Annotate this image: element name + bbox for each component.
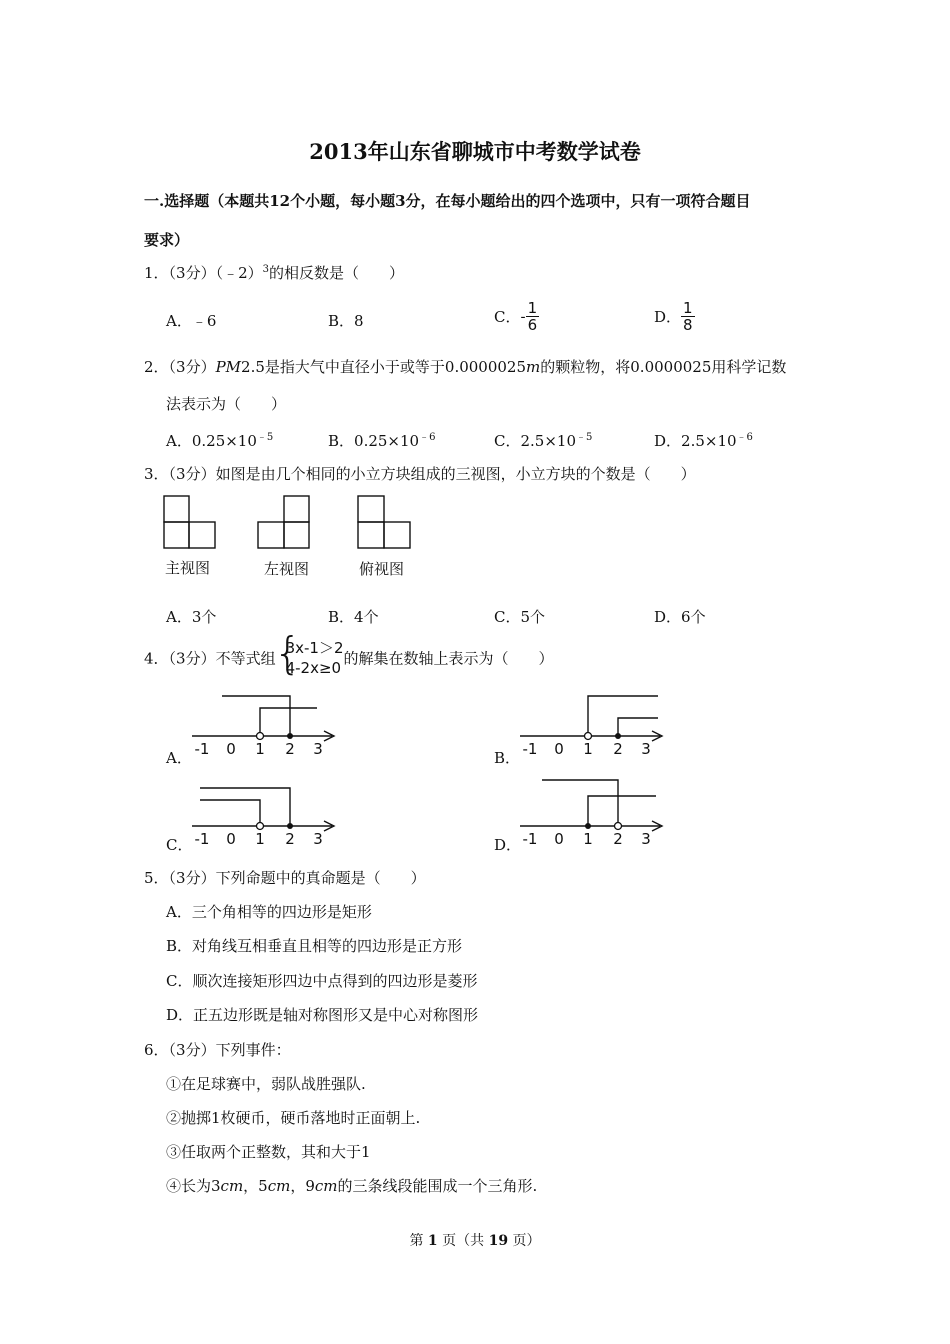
option-3c: C．5个 (494, 608, 546, 626)
question-stem-mid: 2.5是指大气中直径小于或等于0.0000025 (241, 358, 527, 376)
top-view-squares (358, 496, 410, 548)
option-text: C．2.5×10 (494, 432, 576, 450)
question-4 (144, 638, 554, 678)
option-3d: D．6个 (654, 608, 706, 626)
denominator: 6 (527, 316, 538, 334)
option-4d-label: D． (494, 836, 522, 854)
option-2c (494, 428, 592, 451)
page-title: 2013年山东省聊城市中考数学试卷 (309, 139, 641, 164)
tick-label-3: 3 (641, 830, 651, 846)
denominator: 8 (683, 316, 693, 334)
question-number: 4． (144, 649, 169, 668)
question-stem: （3分）不等式组 (168, 649, 276, 668)
option-4a-label: A． (166, 749, 192, 767)
front-view-squares (164, 496, 215, 548)
question-stem: （3分） (168, 358, 216, 376)
event-4 (166, 1175, 537, 1196)
question-number: 3． (144, 465, 169, 483)
minus-sign: - (520, 307, 526, 326)
question-1 (144, 262, 404, 283)
number-line-d (518, 772, 678, 846)
tick-label-3: 3 (313, 830, 323, 846)
question-2-cont: 法表示为（ ） (166, 395, 287, 413)
option-3b: B．4个 (328, 608, 379, 626)
tick-label-0: 0 (226, 740, 236, 758)
unit-cm: cm (267, 1177, 291, 1195)
option-text: A．0.25×10 (166, 432, 257, 450)
event-4-text: ④长为3 (166, 1177, 221, 1195)
inequality-2: 4-2x≥0 (285, 659, 342, 677)
event-2: ②抛掷1枚硬币，硬币落地时正面朝上. (166, 1109, 421, 1127)
tick-label-1: 1 (255, 740, 265, 758)
tick-label-3: 3 (313, 740, 323, 758)
question-6 (144, 1039, 291, 1060)
option-5a: A．三个角相等的四边形是矩形 (166, 903, 372, 921)
option-4b-label: B． (494, 749, 521, 767)
tick-label-1: 1 (583, 740, 593, 758)
inequality-system (276, 638, 344, 678)
option-5b: B．对角线互相垂直且相等的四边形是正方形 (166, 937, 463, 955)
exponent: ﹣5 (256, 432, 274, 443)
section-heading: 一.选择题（本题共12个小题，每小题3分，在每小题给出的四个选项中，只有一项符合题目 (144, 192, 751, 210)
event-4-text: 的三条线段能围成一个三角形. (337, 1177, 538, 1195)
question-stem: （3分）下列事件： (168, 1041, 291, 1059)
tick-label-2: 2 (613, 740, 623, 758)
exponent: ﹣5 (576, 432, 593, 443)
option-2b (328, 428, 435, 451)
event-1: ①在足球赛中，弱队战胜强队. (166, 1075, 366, 1093)
option-label: C． (494, 308, 521, 326)
option-text: D．2.5×10 (654, 432, 737, 450)
option-2a (166, 428, 273, 451)
fraction (526, 300, 540, 333)
question-stem-end: 的解集在数轴上表示为（ ） (343, 649, 554, 668)
option-3a: A．3个 (166, 608, 217, 626)
tick-label-neg1: -1 (522, 830, 538, 846)
tick-label-2: 2 (613, 830, 623, 846)
left-view-squares (258, 496, 309, 548)
tick-label-1: 1 (255, 830, 265, 846)
pm-text: PM (215, 358, 242, 376)
event-4-text: ，9 (290, 1177, 315, 1195)
question-number: 6． (144, 1041, 169, 1059)
option-1c (494, 300, 539, 333)
top-view-label: 俯视图 (359, 560, 405, 578)
number-line-b (518, 688, 678, 758)
question-number: 1． (144, 264, 169, 282)
option-5d: D．正五边形既是轴对称图形又是中心对称图形 (166, 1006, 479, 1024)
option-text: B．0.25×10 (328, 432, 420, 450)
number-line-c (190, 776, 350, 846)
tick-label-neg1: -1 (194, 830, 210, 846)
left-view-label: 左视图 (264, 560, 310, 578)
question-3 (144, 463, 696, 484)
question-5 (144, 867, 426, 888)
page-number: 1 (427, 1233, 438, 1249)
option-1b: B．8 (328, 312, 364, 330)
event-4-text: ，5 (243, 1177, 268, 1195)
footer-text: 第 (409, 1233, 428, 1249)
tick-label-2: 2 (285, 740, 295, 758)
option-1a: A．﹣6 (166, 312, 217, 330)
tick-label-0: 0 (226, 830, 236, 846)
page-footer (0, 1230, 950, 1250)
question-number: 2． (144, 358, 169, 376)
option-2d (654, 428, 753, 451)
exponent: 3 (262, 264, 270, 275)
question-stem-end: 的相反数是（ ） (269, 264, 405, 282)
total-pages: 19 (488, 1233, 509, 1249)
tick-label-2: 2 (285, 830, 295, 846)
unit-cm: cm (220, 1177, 244, 1195)
tick-label-3: 3 (641, 740, 651, 758)
number-line-a (190, 688, 350, 758)
option-4c-label: C． (166, 836, 193, 854)
option-label: D． (654, 308, 682, 326)
three-views-figure (160, 492, 420, 552)
question-stem-end: 的颗粒物，将0.0000025用科学记数 (540, 358, 787, 376)
unit-m: m (526, 358, 541, 376)
footer-text: 页（共 (437, 1233, 489, 1249)
exponent: ﹣6 (736, 432, 753, 443)
front-view-label: 主视图 (165, 559, 211, 577)
fraction (681, 300, 695, 333)
option-5c: C．顺次连接矩形四边中点得到的四边形是菱形 (166, 972, 478, 990)
footer-text: 页） (508, 1233, 541, 1249)
exponent: ﹣6 (419, 432, 436, 443)
question-stem: （3分）（﹣2） (168, 264, 263, 282)
question-stem: （3分）下列命题中的真命题是（ ） (168, 869, 426, 887)
numerator: 1 (527, 299, 538, 317)
unit-cm: cm (314, 1177, 338, 1195)
tick-label-1: 1 (583, 830, 593, 846)
tick-label-neg1: -1 (522, 740, 538, 758)
option-1d (654, 300, 695, 333)
tick-label-0: 0 (554, 740, 564, 758)
question-2 (144, 356, 786, 377)
inequality-1: { 3x-1＞2 (285, 639, 344, 657)
numerator: 1 (683, 299, 693, 317)
tick-label-neg1: -1 (194, 740, 210, 758)
question-number: 5． (144, 869, 169, 887)
event-3: ③任取两个正整数，其和大于1 (166, 1143, 371, 1161)
question-stem: （3分）如图是由几个相同的小立方块组成的三视图，小立方块的个数是（ ） (168, 465, 696, 483)
tick-label-0: 0 (554, 830, 564, 846)
section-heading-cont: 要求） (144, 231, 190, 249)
